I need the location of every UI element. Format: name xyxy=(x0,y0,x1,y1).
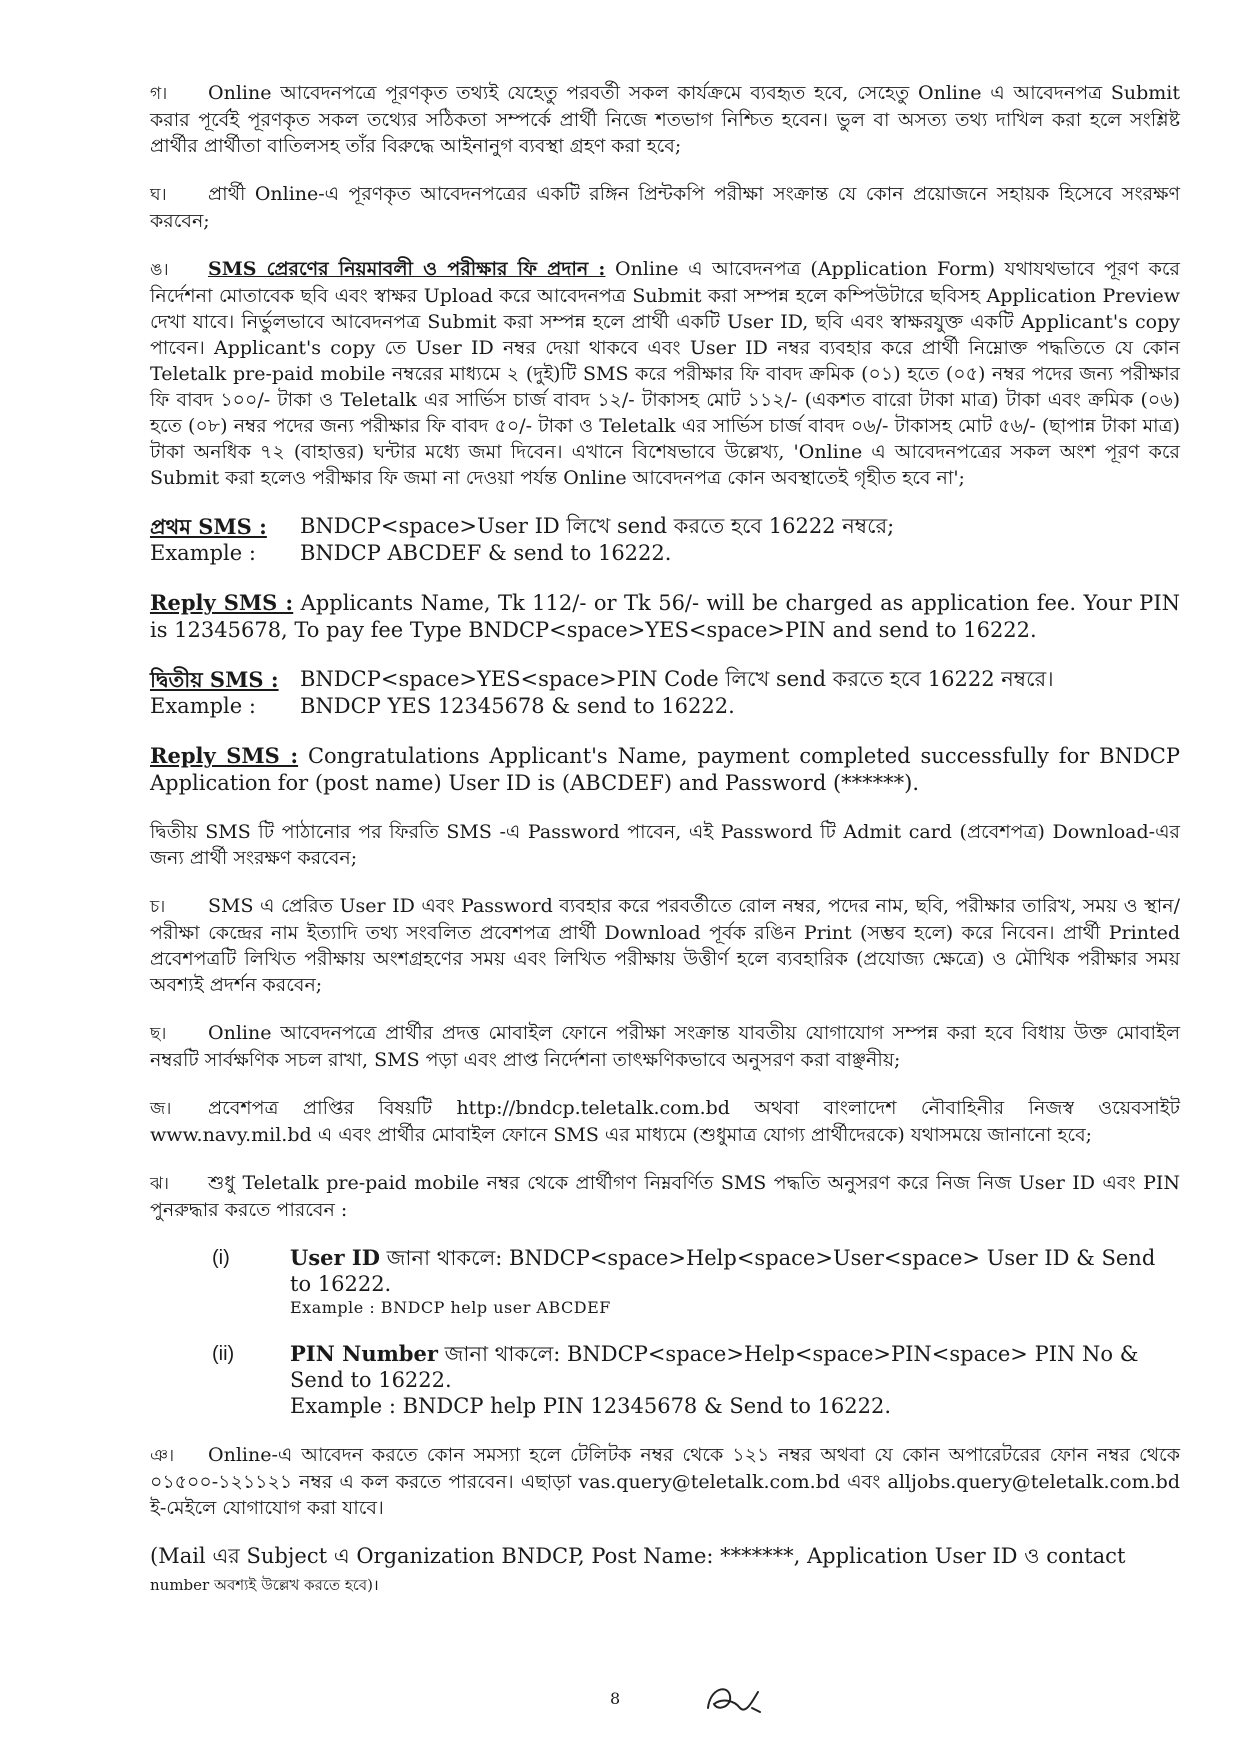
clause-jha xyxy=(150,1170,1180,1223)
sms-instruction: BNDCP<space>YES<space>PIN Code লিখে send করতে হবে 16222 নম্বরে। xyxy=(300,667,1054,691)
item-example: Example : BNDCP help PIN 12345678 & Send to 16222. xyxy=(290,1394,892,1418)
clause-marker: গ। xyxy=(150,84,168,104)
clause-text: Online এ আবেদনপত্র (Application Form) যথাযথভাবে পূরণ করে নির্দেশনা মোতাবেক ছবি এবং স্বাক্ষর Upload করে আবেদনপত্র Submit করা সম্পন্ন হলে কম্পিউটারে ছবিসহ Application Preview দেখা যাবে। নির্ভুলভাবে আবেদনপত্র Submit করা সম্পন্ন হলে প্রার্থী একটি User ID, ছবি এবং স্বাক্ষরযুক্ত একটি Applicant's copy পাবেন। Applicant's copy তে User ID নম্বর দেয়া থাকবে এবং User ID নম্বর ব্যবহার করে প্রার্থী নিম্নোক্ত পদ্ধতিতে যে কোন Teletalk pre-paid mobile নম্বরের মাধ্যমে ২ (দুই)টি SMS করে পরীক্ষার ফি বাবদ ক্রমিক (০১) হতে (০৫) নম্বর পদের জন্য পরীক্ষার ফি বাবদ ১০০/- টাকা ও Teletalk এর সার্ভিস চার্জ বাবদ ১২/- টাকাসহ মোট ১১২/- (একশত বারো টাকা মাত্র) টাকা এবং ক্রমিক (০৬) হতে (০৮) নম্বর পদের জন্য পরীক্ষার ফি বাবদ ৫০/- টাকা ও Teletalk এর সার্ভিস চার্জ বাবদ ০৬/- টাকাসহ মোট ৫৬/- (ছাপান্ন টাকা মাত্র) টাকা অনধিক ৭২ (বাহাত্তর) ঘন্টার মধ্যে জমা দিবেন। এখানে বিশেষভাবে উল্লেখ্য, 'Online এ আবেদনপত্রের সকল অংশ পূরণ করে Submit করা হলেও পরীক্ষার ফি জমা না দেওয়া পর্যন্ত Online আবেদনপত্র কোন অবস্থাতেই গৃহীত হবে না'; xyxy=(150,258,1180,489)
clause-nya xyxy=(150,1442,1180,1521)
item-number: (i) xyxy=(212,1247,230,1269)
item-title: PIN Number xyxy=(290,1341,438,1366)
reply-sms-2 xyxy=(150,742,1180,797)
mail-note xyxy=(150,1543,1180,1599)
item-text: জানা থাকলে: BNDCP<space>Help<space>User<space> User ID & Send to 16222. xyxy=(290,1246,1156,1296)
clause-chha xyxy=(150,1020,1180,1073)
reply-text: Applicants Name, Tk 112/- or Tk 56/- will be charged as application fee. Your PIN is 12345678, To pay fee Type BNDCP<space>YES<space>PIN and send to 16222. xyxy=(150,591,1180,642)
clause-text: Online আবেদনপত্রে পূরণকৃত তথ্যই যেহেতু পরবর্তী সকল কার্যক্রমে ব্যবহৃত হবে, সেহেতু Online এ আবেদনপত্র Submit করার পূর্বেই পূরণকৃত সকল তথ্যের সঠিকতা সম্পর্কে প্রার্থী নিজে শতভাগ নিশ্চিত হবেন। ভুল বা অসত্য তথ্য দাখিল করা হলে সংশ্লিষ্ট প্রার্থীর প্রার্থীতা বাতিলসহ তাঁর বিরুদ্ধে আইনানুগ ব্যবস্থা গ্রহণ করা হবে; xyxy=(150,82,1180,157)
recovery-item-user-id xyxy=(212,1245,1180,1319)
clause-marker: জ। xyxy=(150,1099,172,1119)
sms-label: দ্বিতীয় SMS : xyxy=(150,667,279,692)
item-title: User ID xyxy=(290,1245,380,1270)
recovery-item-pin xyxy=(212,1341,1180,1420)
clause-ga xyxy=(150,80,1180,159)
item-number: (ii) xyxy=(212,1343,235,1365)
clause-uo xyxy=(150,256,1180,491)
reply-text: Congratulations Applicant's Name, payment completed successfully for BNDCP Application for (post name) User ID is (ABCDEF) and Password (******). xyxy=(150,744,1180,795)
sms-instruction: BNDCP<space>User ID লিখে send করতে হবে 16222 নম্বরে; xyxy=(300,514,895,538)
example-label: Example : xyxy=(150,694,256,718)
first-sms-block xyxy=(150,513,1180,567)
clause-marker: ঞ। xyxy=(150,1446,175,1466)
password-note: দ্বিতীয় SMS টি পাঠানোর পর ফিরতি SMS -এ Password পাবেন, এই Password টি Admit card (প্রবেশপত্র) Download-এর জন্য প্রার্থী সংরক্ষণ করবেন; xyxy=(150,821,1180,869)
document-page xyxy=(150,80,1180,1599)
example-label: Example : xyxy=(150,541,256,565)
second-sms-block xyxy=(150,666,1180,720)
clause-cha xyxy=(150,893,1180,998)
clause-text: SMS এ প্রেরিত User ID এবং Password ব্যবহার করে পরবর্তীতে রোল নম্বর, পদের নাম, ছবি, পরীক্ষার তারিখ, সময় ও স্থান/পরীক্ষা কেন্দ্রের নাম ইত্যাদি তথ্য সংবলিত প্রবেশপত্র প্রার্থী Download পূর্বক রঙিন Print (সম্ভব হলে) করে নিবেন। প্রার্থী Printed প্রবেশপত্রটি লিখিত পরীক্ষায় অংশগ্রহণের সময় এবং লিখিত পরীক্ষায় উত্তীর্ণ হলে ব্যবহারিক (প্রযোজ্য ক্ষেত্রে) ও মৌখিক পরীক্ষার সময় অবশ্যই প্রদর্শন করবেন; xyxy=(150,895,1180,996)
clause-marker: ঘ। xyxy=(150,185,167,205)
mail-note-tail: number অবশ্যই উল্লেখ করতে হবে)। xyxy=(150,1576,379,1594)
sms-example: BNDCP YES 12345678 & send to 16222. xyxy=(300,694,735,718)
clause-text: Online আবেদনপত্রে প্রার্থীর প্রদত্ত মোবাইল ফোনে পরীক্ষা সংক্রান্ত যাবতীয় যোগাযোগ সম্পন্ন করা হবে বিধায় উক্ত মোবাইল নম্বরটি সার্বক্ষণিক সচল রাখা, SMS পড়া এবং প্রাপ্ত নির্দেশনা তাৎক্ষণিকভাবে অনুসরণ করা বাঞ্ছনীয়; xyxy=(150,1022,1180,1071)
clause-ja xyxy=(150,1095,1180,1148)
reply-label: Reply SMS : xyxy=(150,590,294,615)
clause-marker: ছ। xyxy=(150,1024,167,1044)
mail-note-main: (Mail এর Subject এ Organization BNDCP, Post Name: *******, Application User ID ও contact xyxy=(150,1544,1126,1568)
clause-text: শুধু Teletalk pre-paid mobile নম্বর থেকে প্রার্থীগণ নিম্নবর্ণিত SMS পদ্ধতি অনুসরণ করে নিজ নিজ User ID এবং PIN পুনরুদ্ধার করতে পারবেন : xyxy=(150,1172,1180,1221)
reply-sms-1 xyxy=(150,589,1180,644)
item-example: Example : BNDCP help user ABCDEF xyxy=(290,1298,611,1317)
sms-example: BNDCP ABCDEF & send to 16222. xyxy=(300,541,672,565)
clause-marker: ঙ। xyxy=(150,260,169,280)
page-number: 8 xyxy=(610,1689,621,1708)
clause-marker: ঝ। xyxy=(150,1174,169,1194)
reply-label: Reply SMS : xyxy=(150,743,299,768)
item-text: জানা থাকলে: BNDCP<space>Help<space>PIN<space> PIN No & Send to 16222. xyxy=(290,1342,1139,1392)
sms-label: প্রথম SMS : xyxy=(150,514,267,539)
clause-gha xyxy=(150,181,1180,234)
clause-text: প্রবেশপত্র প্রাপ্তির বিষয়টি http://bndcp.teletalk.com.bd অথবা বাংলাদেশ নৌবাহিনীর নিজস্ব ওয়েবসাইট www.navy.mil.bd এ এবং প্রার্থীর মোবাইল ফোনে SMS এর মাধ্যমে (শুধুমাত্র যোগ্য প্রার্থীদেরকে) যথাসময়ে জানানো হবে; xyxy=(150,1097,1180,1146)
clause-heading: SMS প্রেরণের নিয়মাবলী ও পরীক্ষার ফি প্রদান : xyxy=(208,258,606,280)
clause-marker: চ। xyxy=(150,897,166,917)
clause-text: Online-এ আবেদন করতে কোন সমস্যা হলে টেলিটক নম্বর থেকে ১২১ নম্বর অথবা যে কোন অপারেটরের ফোন নম্বর থেকে ০১৫০০-১২১১২১ নম্বর এ কল করতে পারবেন। এছাড়া vas.query@teletalk.com.bd এবং alljobs.query@teletalk.com.bd ই-মেইলে যোগাযোগ করা যাবে। xyxy=(150,1444,1180,1519)
clause-text: প্রার্থী Online-এ পূরণকৃত আবেদনপত্রের একটি রঙ্গিন প্রিন্টকপি পরীক্ষা সংক্রান্ত যে কোন প্রয়োজনে সহায়ক হিসেবে সংরক্ষণ করবেন; xyxy=(150,183,1180,232)
signature-initial xyxy=(700,1678,770,1718)
